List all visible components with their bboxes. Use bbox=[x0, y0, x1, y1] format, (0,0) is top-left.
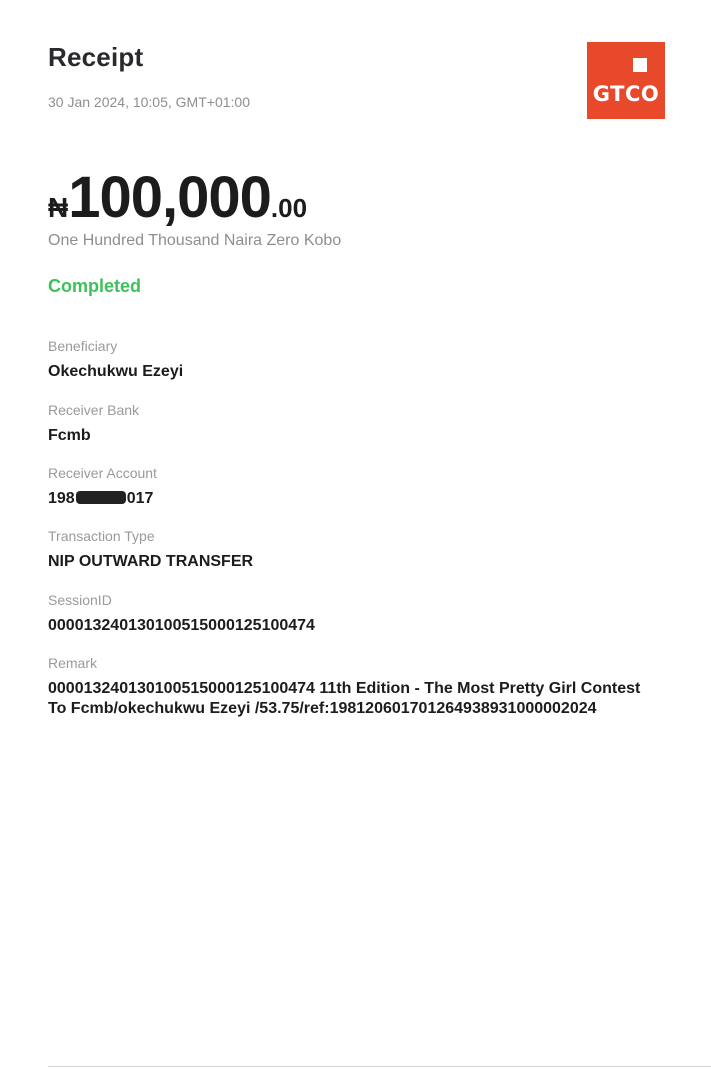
transaction-datetime: 30 Jan 2024, 10:05, GMT+01:00 bbox=[48, 94, 250, 110]
beneficiary-value: Okechukwu Ezeyi bbox=[48, 363, 184, 380]
status-badge: Completed bbox=[48, 276, 142, 296]
transaction-type-label: Transaction Type bbox=[48, 528, 155, 544]
account-suffix: 017 bbox=[126, 490, 154, 507]
receiver-bank-label: Receiver Bank bbox=[48, 402, 140, 418]
remark-value bbox=[48, 679, 703, 719]
amount-display bbox=[48, 164, 307, 231]
session-id-label: SessionID bbox=[48, 592, 112, 608]
receiver-bank-field bbox=[48, 402, 703, 446]
logo-text: GTCO bbox=[592, 82, 660, 106]
session-id-value: 000013240130100515000125100474 bbox=[48, 617, 315, 634]
page-title: Receipt bbox=[48, 42, 144, 72]
receiver-account-value bbox=[48, 489, 703, 509]
remark-field bbox=[48, 655, 703, 719]
remark-line-1: 000013240130100515000125100474 11th Edition - The Most Pretty Girl Contest bbox=[48, 680, 641, 697]
amount-decimal: .00 bbox=[270, 193, 308, 223]
receipt-header bbox=[48, 42, 665, 122]
remark-label: Remark bbox=[48, 655, 98, 671]
amount-main: 100,000 bbox=[68, 165, 271, 230]
transaction-type-field bbox=[48, 528, 703, 572]
footer-divider bbox=[48, 1066, 711, 1067]
beneficiary-field bbox=[48, 338, 703, 382]
amount-in-words: One Hundred Thousand Naira Zero Kobo bbox=[48, 232, 342, 249]
receiver-bank-value: Fcmb bbox=[48, 427, 91, 444]
receiver-account-label: Receiver Account bbox=[48, 465, 157, 481]
redaction-mark bbox=[76, 491, 126, 504]
beneficiary-label: Beneficiary bbox=[48, 338, 118, 354]
remark-line-2: To Fcmb/okechukwu Ezeyi /53.75/ref:198120601701264938931000002024 bbox=[48, 700, 597, 717]
transaction-type-value: NIP OUTWARD TRANSFER bbox=[48, 553, 254, 570]
session-id-field bbox=[48, 592, 703, 636]
currency-symbol: ₦ bbox=[48, 192, 69, 223]
account-prefix: 198 bbox=[48, 490, 75, 507]
receiver-account-field bbox=[48, 465, 703, 509]
logo-square-icon bbox=[633, 58, 647, 72]
gtco-logo bbox=[587, 42, 665, 119]
